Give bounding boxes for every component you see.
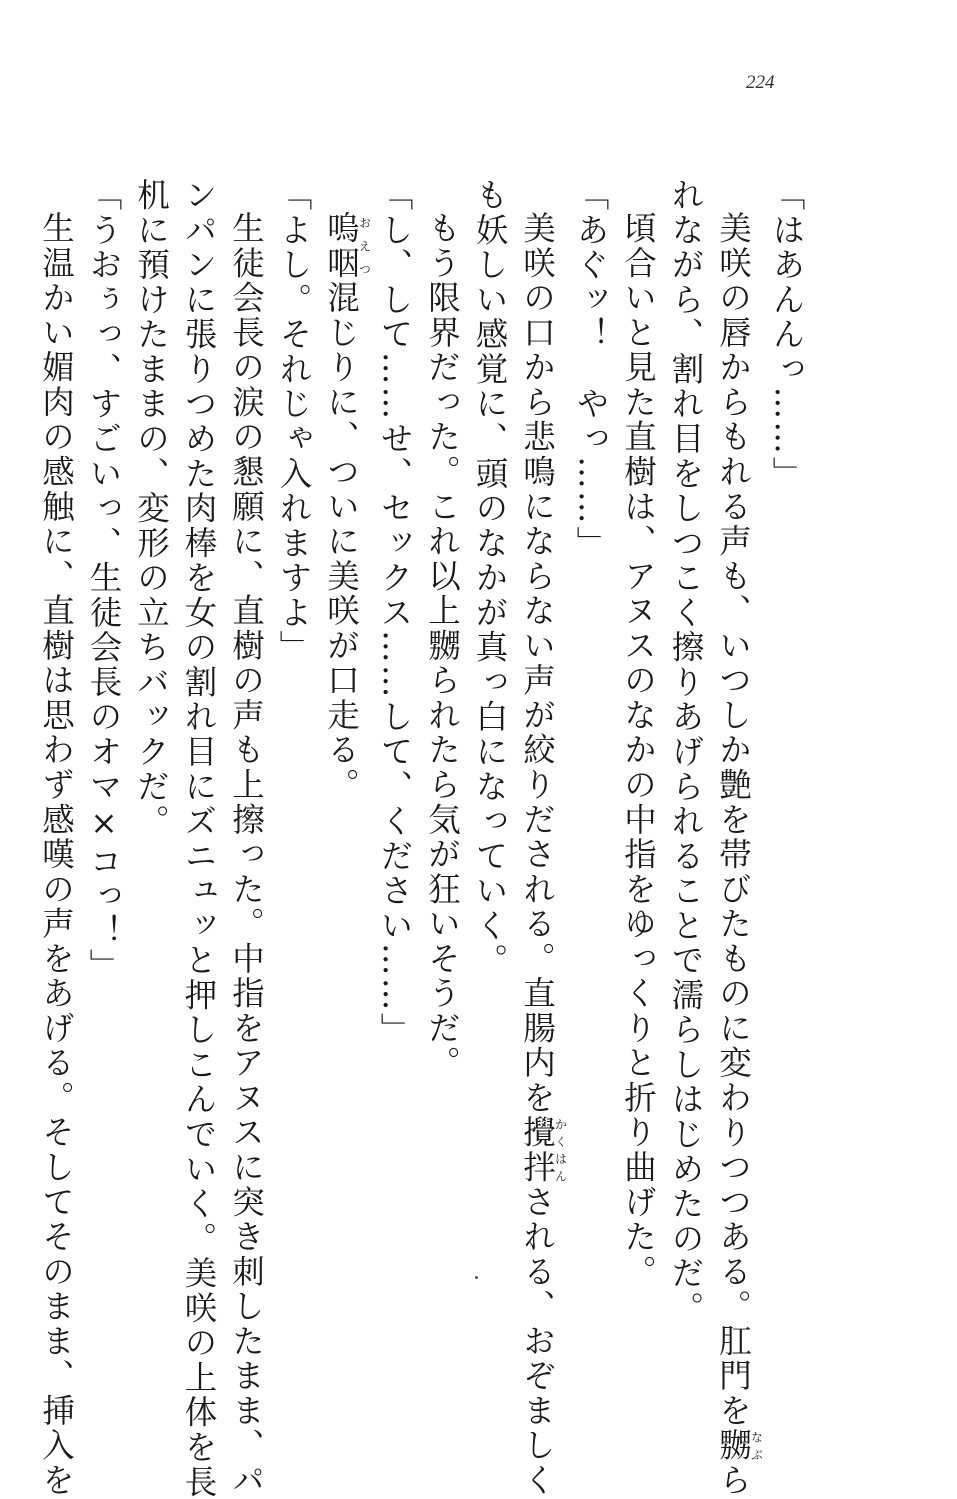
text-line: も妖しい感覚に、頭のなかが真っ白になっていく。 bbox=[471, 178, 509, 978]
text-segment: ら bbox=[714, 1462, 753, 1498]
text-line bbox=[513, 178, 568, 1498]
text-line: 「あぐッ！ やっ……」 bbox=[572, 178, 610, 561]
text-line: 生徒会長の涙の懇願に、直樹の声も上擦った。中指をアヌスに突き刺したまま、パ bbox=[227, 210, 266, 1498]
page-number: 224 bbox=[746, 72, 775, 93]
text-line: 生温かい媚肉の感触に、直樹は思わず感嘆の声をあげる。そしてそのまま、挿入を bbox=[37, 210, 76, 1498]
ruby-base: 嗚咽 bbox=[322, 210, 361, 281]
ruby-reading: かくはん bbox=[553, 1114, 568, 1185]
text-segment: 美咲の口から悲鳴にならない声が絞りだされる。直腸内を bbox=[518, 210, 557, 1115]
ruby-base: 攪拌 bbox=[518, 1114, 557, 1185]
text-line: 「うおぅっ、すごいっ、生徒会長のオマ×コっ！」 bbox=[85, 178, 123, 984]
text-segment: 混じりに、ついに美咲が口走る。 bbox=[322, 280, 361, 802]
text-line bbox=[317, 178, 371, 1288]
text-line: 頃合いと見た直樹は、アヌスのなかの中指をゆっくりと折り曲げた。 bbox=[619, 210, 658, 1289]
text-line: 「よし。それじゃ入れますよ」 bbox=[275, 178, 313, 665]
text-line: ンパンに張りつめた肉棒を女の割れ目にズニュッと押しこんでいく。美咲の上体を長 bbox=[180, 178, 218, 1499]
text-line: 「し、して……せ、セックス……して、ください……」 bbox=[376, 178, 414, 1048]
ruby-word bbox=[322, 210, 372, 281]
text-line: れながら、割れ目をしつこく擦りあげられることで濡らしはじめたのだ。 bbox=[667, 178, 705, 1326]
ruby-word bbox=[714, 1427, 764, 1463]
ruby-base: 嬲 bbox=[714, 1427, 753, 1463]
ruby-reading: おえつ bbox=[357, 210, 372, 281]
text-line: 机に預けたままの、変形の立ちバックだ。 bbox=[132, 178, 171, 839]
scan-speck bbox=[475, 1276, 478, 1279]
text-segment: される、おぞましく bbox=[518, 1184, 557, 1498]
ruby-reading: なぶ bbox=[749, 1427, 764, 1463]
text-line: 「はあんんっ……」 bbox=[768, 178, 806, 491]
ruby-word bbox=[518, 1114, 568, 1185]
body-text bbox=[37, 178, 810, 1499]
text-line bbox=[709, 178, 764, 1498]
text-segment: 美咲の唇からもれる声も、いつしか艶を帯びたものに変わりつつある。肛門を bbox=[714, 210, 753, 1428]
text-line: もう限界だった。これ以上嬲られたら気が狂いそうだ。 bbox=[423, 210, 462, 1080]
